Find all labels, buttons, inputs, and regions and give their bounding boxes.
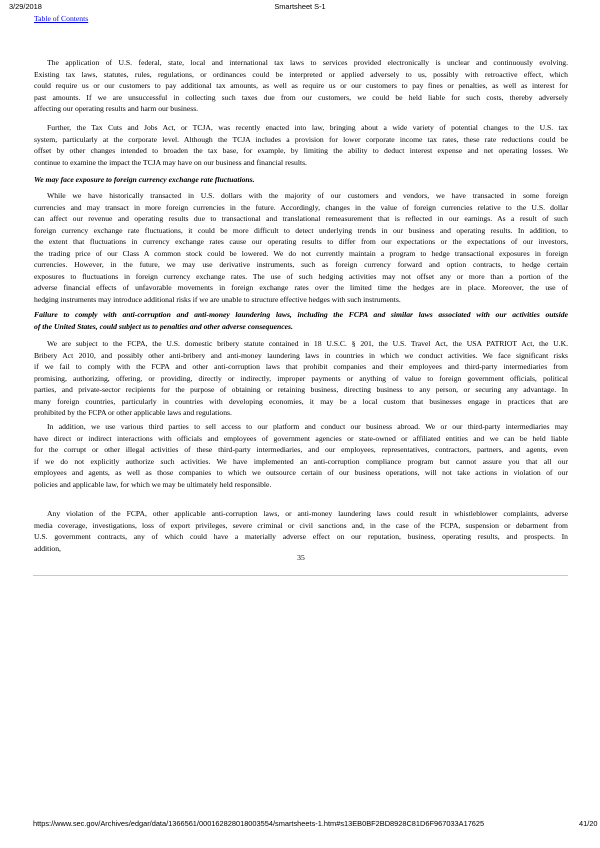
text-line: if we do not explicitly authorize such activities. We have implemented an anti-corruption compliance program but cannot assure you that all our (34, 456, 568, 466)
text-line: In addition, we use various third parties to sell access to our platform and conduct our business abroad. We or our third-party intermediaries may (47, 422, 568, 431)
text-line: system, particularly at the corporate level. Although the TCJA includes a provision for lower corporate income tax rates, these rate reductions could be (34, 134, 568, 144)
footer-url: https://www.sec.gov/Archives/edgar/data/1366561/000162828018003554/smartsheets-1.htm#s13EB0BF2BD8928C81D6F967033A17625 (33, 819, 485, 828)
text-line: offset by other changes intended to broaden the tax base, for example, by limiting the ability to deduct interest expense and net operating losses. We (34, 146, 568, 155)
text-line: affecting our operating results and harm our business. (34, 104, 199, 113)
text-line: The application of U.S. federal, state, local and international tax laws to services provided electronically is unclear and continuously evolving. (47, 58, 568, 67)
table-of-contents-link[interactable]: Table of Contents (34, 14, 89, 23)
text-line: adverse financial effects of unfavorable movements in foreign exchange rates over the limited time the hedges are in place. Moreover, the use of (34, 283, 568, 292)
print-date: 3/29/2018 (9, 2, 42, 11)
text-line: of the United States, could subject us to penalties and other adverse consequences. (34, 321, 293, 331)
section-heading (34, 309, 568, 332)
text-line: past amounts. If we are unsuccessful in collecting such taxes due from our customers, we could be held liable for such costs, thereby adversely (34, 92, 568, 102)
text-line: Failure to comply with anti-corruption and anti-money laundering laws, including the FCPA and similar laws associated with our activities outside (34, 310, 568, 319)
document-title: Smartsheet S-1 (274, 2, 326, 11)
text-line: for the corrupt or other illegal activities of these third-party intermediaries, and our employees, representatives, contractors, partners, and agents, even (34, 445, 568, 454)
text-line: employees and agents, as well as those companies to which we outsource certain of our business operations, will not take actions in violation of our (34, 468, 568, 477)
text-line: hedging instruments may introduce additional risks if we are unable to structure effective hedges with such instruments. (34, 294, 401, 304)
text-line: continue to examine the impact the TCJA may have on our business and financial results. (34, 157, 307, 167)
paragraph (34, 122, 568, 168)
page-number: 35 (297, 553, 305, 562)
text-line: U.S. government contracts, any of which could have a materially adverse effect on our reputation, business, operating results, and prospects. In (34, 532, 568, 541)
text-line: many foreign countries, particularly in countries with developing economies, it may be a local custom that businesses engage in practices that are (34, 396, 568, 406)
text-line: currencies. However, in the future, we may use derivative instruments, such as foreign currency forward and option contracts, to hedge certain (34, 260, 568, 269)
text-line: Existing tax laws, statutes, rules, regulations, or ordinances could be interpreted or applied adversely to us, possibly with retroactive effect, which (34, 69, 568, 79)
text-line: While we have historically transacted in U.S. dollars with the majority of our customers and vendors, we have transacted in some foreign (47, 191, 568, 200)
text-line: parties, and private-sector recipients for the purpose of obtaining or retaining business, directing business to any person, or securing any advantage. In (34, 385, 568, 394)
text-line: Any violation of the FCPA, other applicable anti-corruption laws, or anti-money laundering laws could result in whistleblower complaints, adverse (47, 509, 568, 518)
text-line: can affect our revenue and operating results due to transactional and translational remeasurement that is reflected in our earnings. As a result of such (34, 214, 568, 223)
footer-page-count: 41/20 (579, 819, 598, 828)
text-line: exposures to fluctuations in foreign currency exchange rates. The use of such hedging activities may not offset any or more than a portion of the (34, 271, 568, 281)
text-line: the trading price of our Class A common stock could be lowered. We do not currently maintain a program to hedge transactional exposures in foreign (34, 248, 568, 258)
text-line: addition, (34, 543, 61, 553)
text-line: We may face exposure to foreign currency exchange rate fluctuations. (34, 175, 255, 184)
text-line: policies and applicable law, for which we may be ultimately held responsible. (34, 479, 272, 489)
text-line: have direct or indirect interactions with officials and employees of government agencies or state-owned or affiliated entities and we can be held liable (34, 433, 568, 443)
page-divider (33, 575, 568, 576)
text-line: could require us or our customers to pay additional tax amounts, as well as require us or our customers to pay fines or penalties, as well as interest for (34, 81, 568, 90)
paragraph (34, 57, 568, 115)
text-line: media coverage, investigations, loss of export privileges, severe criminal or civil sanctions and, in the case of the FCPA, suspension or debarment from (34, 520, 568, 530)
text-line: if we fail to comply with the FCPA and other anti-corruption laws that prohibit companies and their employees and third-party intermediaries from (34, 362, 568, 371)
paragraph (34, 190, 568, 305)
paragraph (34, 508, 568, 554)
paragraph (34, 338, 568, 419)
text-line: Further, the Tax Cuts and Jobs Act, or TCJA, was recently enacted into law, bringing about a wide variety of potential changes to the U.S. tax (47, 123, 568, 132)
text-line: currencies and may transact in more foreign currencies in the future. Accordingly, changes in the value of foreign currencies relative to the U.S. dollar (34, 202, 568, 212)
text-line: We are subject to the FCPA, the U.S. domestic bribery statute contained in 18 U.S.C. § 201, the U.S. Travel Act, the USA PATRIOT Act, the U.K. (47, 339, 568, 348)
text-line: the extent that fluctuations in currency exchange rates cause our operating results to differ from our expectations or the expectations of our investors, (34, 237, 568, 246)
text-line: prohibited by the FCPA or other applicable laws and regulations. (34, 408, 232, 417)
text-line: Bribery Act 2010, and possibly other anti-bribery and anti-money laundering laws in countries in which we conduct activities. We face significant risks (34, 350, 568, 360)
text-line: promising, authorizing, offering, or providing, directly or indirectly, improper payments or anything of value to foreign government officials, political (34, 373, 568, 383)
text-line: foreign currency exchange rate fluctuations, it could be more difficult to detect underlying trends in our business and operating results. In addition, to (34, 225, 568, 235)
paragraph (34, 421, 568, 490)
section-heading (34, 174, 568, 186)
